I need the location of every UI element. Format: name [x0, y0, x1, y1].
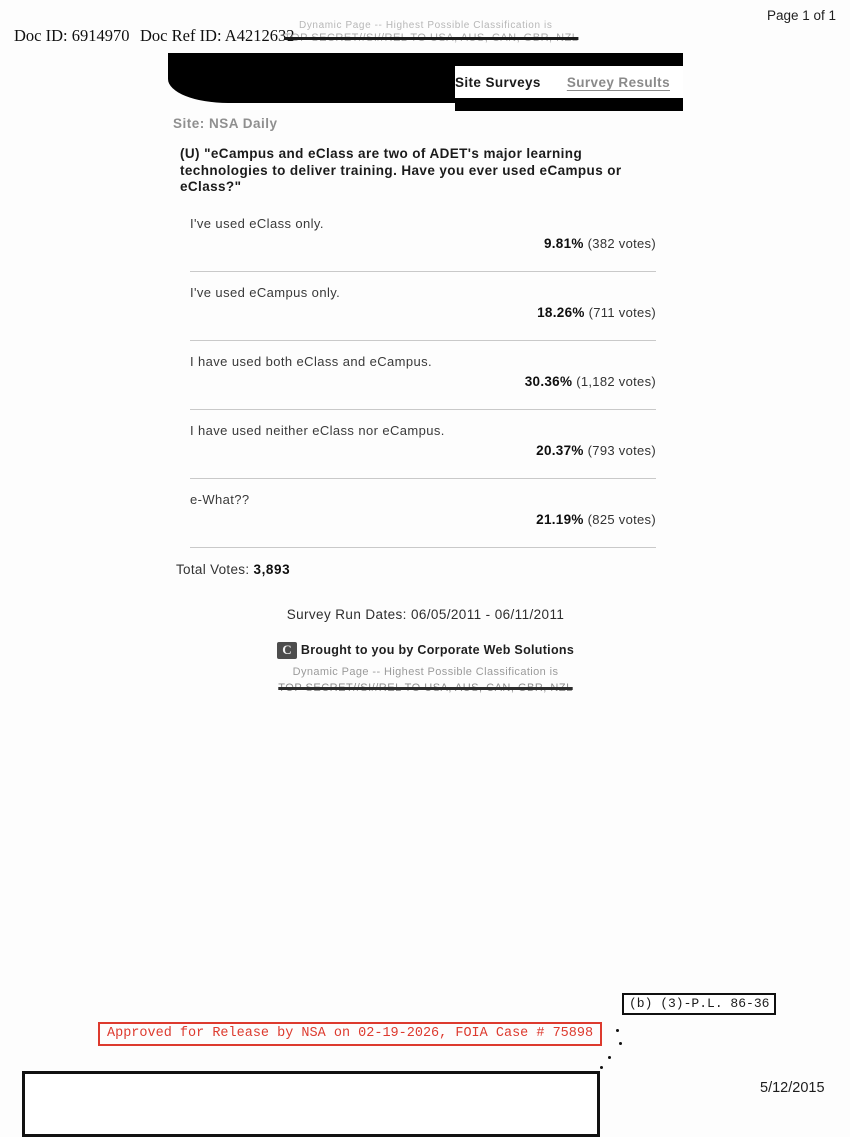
option-divider: [190, 478, 656, 479]
option-result: [190, 374, 656, 389]
option-votes: (825 votes): [587, 511, 656, 527]
redacted-masthead-banner: [168, 53, 683, 111]
bottom-cutoff-frame: [22, 1071, 600, 1137]
print-date: 5/12/2015: [760, 1080, 825, 1096]
doc-ref-id: Doc Ref ID: A4212632: [140, 26, 295, 45]
option-votes: (1,182 votes): [576, 373, 656, 389]
option-divider: [190, 340, 656, 341]
survey-option: [190, 423, 656, 458]
redaction-bar-bottom: [455, 98, 683, 111]
survey-question: (U) "eCampus and eClass are two of ADET's major learning technologies to deliver training. Have you ever used eCampus or eClass?": [180, 146, 622, 194]
option-divider: [190, 409, 656, 410]
option-result: [190, 305, 656, 320]
site-label: Site: NSA Daily: [173, 116, 278, 131]
option-percent: 18.26%: [537, 304, 585, 320]
option-votes: (793 votes): [587, 442, 656, 458]
top-classification-banner-struck: TOP SECRET//SI//REL TO USA, AUS, CAN, GBR, NZL: [284, 32, 579, 44]
survey-run-dates: Survey Run Dates: 06/05/2011 - 06/11/2011: [286, 606, 565, 622]
leader-dot: [616, 1029, 619, 1032]
total-votes-label: Total Votes:: [176, 561, 250, 577]
option-result: [190, 512, 656, 527]
option-divider: [190, 271, 656, 272]
option-label: I've used eClass only.: [190, 215, 324, 231]
brought-to-you-by: Brought to you by Corporate Web Solutions: [300, 643, 575, 657]
redaction-block-logo: [168, 53, 455, 103]
survey-option: [190, 216, 656, 251]
survey-option: [190, 492, 656, 527]
option-label: I've used eCampus only.: [190, 284, 341, 300]
total-votes-row: [176, 562, 683, 577]
option-result: [190, 443, 656, 458]
survey-option: [190, 285, 656, 320]
leader-dot: [600, 1066, 603, 1069]
option-label: I have used neither eClass nor eCampus.: [190, 422, 445, 438]
tab-site-surveys[interactable]: Site Surveys: [454, 74, 541, 90]
footer-logo-row: [168, 642, 683, 659]
bottom-classification-note: Dynamic Page -- Highest Possible Classification is: [292, 665, 559, 678]
option-label: I have used both eClass and eCampus.: [190, 353, 433, 369]
survey-option: [190, 354, 656, 389]
option-percent: 30.36%: [524, 373, 573, 389]
option-percent: 21.19%: [536, 511, 584, 527]
page-number: Page 1 of 1: [766, 8, 836, 23]
tab-band: [455, 66, 683, 98]
option-votes: (382 votes): [587, 235, 656, 251]
option-result: [190, 236, 656, 251]
option-percent: 9.81%: [543, 235, 584, 251]
bottom-classification-banner-struck: TOP SECRET//SI//REL TO USA, AUS, CAN, GBR, NZL: [278, 681, 573, 694]
corporate-web-solutions-logo-icon: C: [277, 642, 297, 659]
b3-exemption-box: (b) (3)-P.L. 86-36: [622, 993, 776, 1015]
option-label: e-What??: [190, 491, 250, 507]
survey-options-list: [190, 216, 656, 548]
leader-dot: [608, 1056, 611, 1059]
survey-results-page: [168, 111, 683, 696]
option-percent: 20.37%: [536, 442, 584, 458]
tab-survey-results[interactable]: Survey Results: [566, 74, 670, 90]
option-divider: [190, 547, 656, 548]
foia-approval-stamp: Approved for Release by NSA on 02-19-2026, FOIA Case # 75898: [98, 1022, 602, 1046]
option-votes: (711 votes): [588, 304, 656, 320]
top-classification-note: Dynamic Page -- Highest Possible Classification is: [299, 20, 553, 31]
doc-id: Doc ID: 6914970: [14, 26, 130, 45]
total-votes-value: 3,893: [253, 561, 291, 577]
leader-dot: [619, 1042, 622, 1045]
